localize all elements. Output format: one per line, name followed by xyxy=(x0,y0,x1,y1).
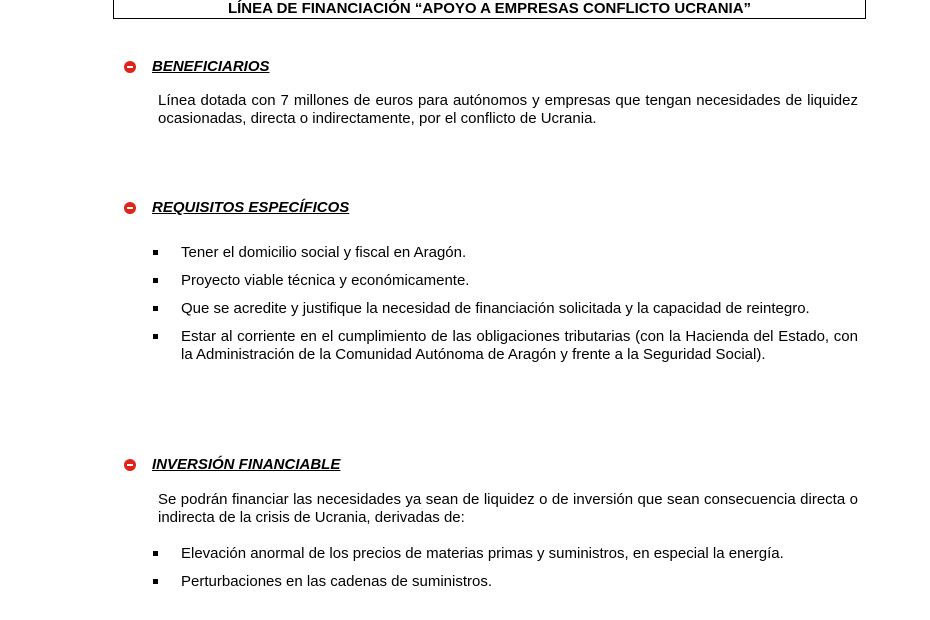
section-heading-beneficiarios xyxy=(124,58,270,75)
red-bullet-icon xyxy=(124,202,136,214)
red-bullet-icon xyxy=(124,459,136,471)
square-bullet-icon xyxy=(153,551,158,556)
section-heading-text: REQUISITOS ESPECÍFICOS xyxy=(152,199,350,216)
list-item: Que se acredite y justifique la necesidad de financiación solicitada y la capacidad de reintegro. xyxy=(150,300,858,318)
list-item: Elevación anormal de los precios de materias primas y suministros, en especial la energía. xyxy=(150,545,858,563)
list-item: Perturbaciones en las cadenas de suministros. xyxy=(150,573,858,591)
list-item: Tener el domicilio social y fiscal en Aragón. xyxy=(150,244,858,262)
square-bullet-icon xyxy=(153,306,158,311)
section-heading-requisitos xyxy=(124,199,349,216)
square-bullet-icon xyxy=(153,334,158,339)
section-heading-inversion xyxy=(124,456,340,473)
square-bullet-icon xyxy=(153,278,158,283)
requisitos-list xyxy=(150,244,858,374)
list-item: Estar al corriente en el cumplimiento de las obligaciones tributarias (con la Hacienda del Estado, con la Administración de la Comunidad Autónoma de Aragón y frente a la Seguridad Social). xyxy=(150,328,858,364)
section-paragraph: Se podrán financiar las necesidades ya sean de liquidez o de inversión que sean consecuencia directa o indirecta de la crisis de Ucrania, derivadas de: xyxy=(158,491,858,526)
list-item: Proyecto viable técnica y económicamente. xyxy=(150,272,858,290)
inversion-list xyxy=(150,545,858,601)
section-paragraph: Línea dotada con 7 millones de euros para autónomos y empresas que tengan necesidades de liquidez ocasionadas, directa o indirectamente, por el conflicto de Ucrania. xyxy=(158,92,858,127)
section-heading-text: BENEFICIARIOS xyxy=(152,58,270,75)
document-title-text: LÍNEA DE FINANCIACIÓN “APOYO A EMPRESAS CONFLICTO UCRANIA” xyxy=(227,0,752,17)
square-bullet-icon xyxy=(153,250,158,255)
square-bullet-icon xyxy=(153,579,158,584)
red-bullet-icon xyxy=(124,61,136,73)
section-heading-text: INVERSIÓN FINANCIABLE xyxy=(152,456,341,473)
document-title xyxy=(113,0,866,19)
